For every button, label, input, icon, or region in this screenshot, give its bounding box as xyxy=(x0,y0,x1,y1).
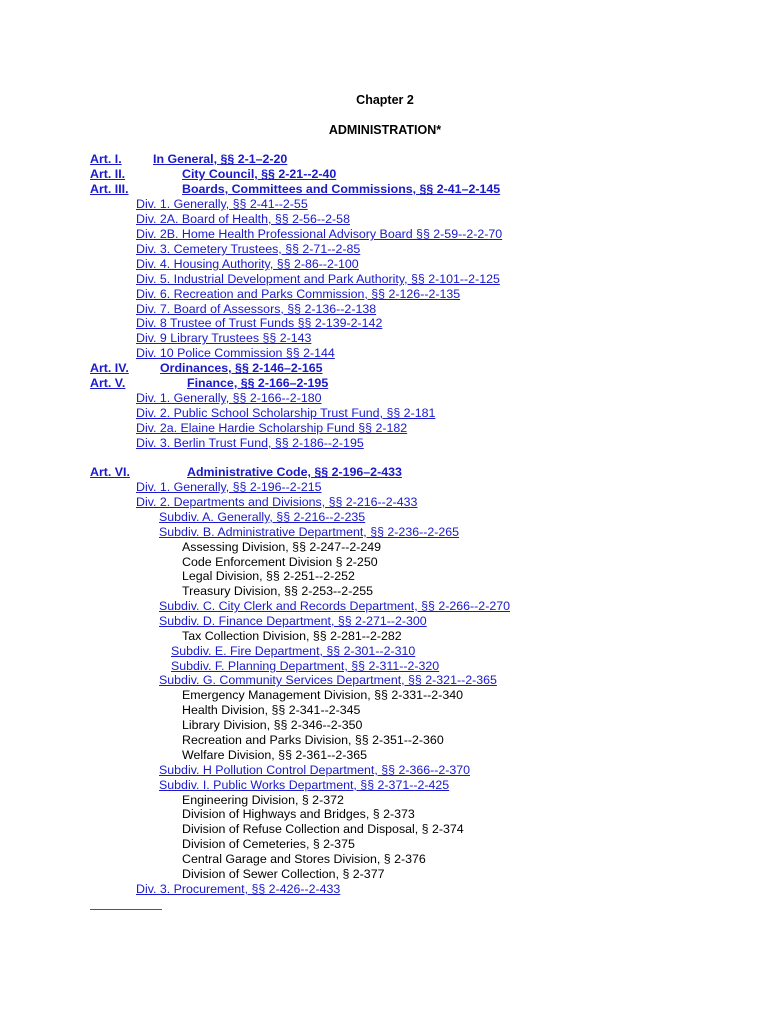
subdiv-b-division: Treasury Division, §§ 2-253--2-255 xyxy=(182,584,373,598)
art-5-div-link[interactable]: Div. 1. Generally, §§ 2-166--2-180 xyxy=(136,391,322,405)
subdiv-c-link[interactable]: Subdiv. C. City Clerk and Records Department, §§ 2-266--2-270 xyxy=(159,599,510,613)
art-3-div-link[interactable]: Div. 6. Recreation and Parks Commission, §§ 2-126--2-135 xyxy=(136,287,461,301)
art-5-div-link[interactable]: Div. 3. Berlin Trust Fund, §§ 2-186--2-195 xyxy=(136,436,364,450)
subdiv-g-division: Library Division, §§ 2-346--2-350 xyxy=(182,718,363,732)
art-2-label[interactable]: Art. II. xyxy=(90,167,126,181)
subdiv-g-division: Emergency Management Division, §§ 2-331--2-340 xyxy=(182,688,463,702)
art-3-div-link[interactable]: Div. 9 Library Trustees §§ 2-143 xyxy=(136,331,312,345)
subdiv-g-link[interactable]: Subdiv. G. Community Services Department, §§ 2-321--2-365 xyxy=(159,673,497,687)
art-2-title-link[interactable]: City Council, §§ 2-21--2-40 xyxy=(182,167,337,181)
art-5-label[interactable]: Art. V. xyxy=(90,376,126,390)
subdiv-i-division: Central Garage and Stores Division, § 2-376 xyxy=(182,852,426,866)
art-5-div-link[interactable]: Div. 2a. Elaine Hardie Scholarship Fund §§ 2-182 xyxy=(136,421,408,435)
subdiv-i-division: Division of Cemeteries, § 2-375 xyxy=(182,837,355,851)
art-6-label[interactable]: Art. VI. xyxy=(90,465,130,479)
art-3-div-link[interactable]: Div. 2B. Home Health Professional Advisory Board §§ 2-59--2-2-70 xyxy=(136,227,503,241)
art-3-div-link[interactable]: Div. 4. Housing Authority, §§ 2-86--2-100 xyxy=(136,257,359,271)
art-6-div-1-link[interactable]: Div. 1. Generally, §§ 2-196--2-215 xyxy=(136,480,322,494)
subdiv-g-division: Health Division, §§ 2-341--2-345 xyxy=(182,703,361,717)
art-6-div-2-link[interactable]: Div. 2. Departments and Divisions, §§ 2-216--2-433 xyxy=(136,495,418,509)
subdiv-i-link[interactable]: Subdiv. I. Public Works Department, §§ 2-371--2-425 xyxy=(159,778,450,792)
art-3-div-link[interactable]: Div. 8 Trustee of Trust Funds §§ 2-139-2-142 xyxy=(136,316,383,330)
art-3-div-link[interactable]: Div. 2A. Board of Health, §§ 2-56--2-58 xyxy=(136,212,350,226)
art-3-div-link[interactable]: Div. 5. Industrial Development and Park Authority, §§ 2-101--2-125 xyxy=(136,272,500,286)
art-6-div-3-link[interactable]: Div. 3. Procurement, §§ 2-426--2-433 xyxy=(136,882,341,896)
art-3-div-link[interactable]: Div. 10 Police Commission §§ 2-144 xyxy=(136,346,335,360)
chapter-heading: Chapter 2 xyxy=(356,93,414,107)
subdiv-i-division: Division of Sewer Collection, § 2-377 xyxy=(182,867,385,881)
subdiv-i-division: Division of Highways and Bridges, § 2-373 xyxy=(182,807,415,821)
subdiv-g-division: Recreation and Parks Division, §§ 2-351--2-360 xyxy=(182,733,444,747)
subdiv-b-division: Legal Division, §§ 2-251--2-252 xyxy=(182,569,355,583)
subdiv-h-link[interactable]: Subdiv. H Pollution Control Department, §§ 2-366--2-370 xyxy=(159,763,471,777)
subdiv-b-division: Assessing Division, §§ 2-247--2-249 xyxy=(182,540,382,554)
art-3-div-link[interactable]: Div. 7. Board of Assessors, §§ 2-136--2-138 xyxy=(136,302,377,316)
art-3-div-link[interactable]: Div. 3. Cemetery Trustees, §§ 2-71--2-85 xyxy=(136,242,361,256)
subdiv-i-division: Division of Refuse Collection and Disposal, § 2-374 xyxy=(182,822,464,836)
art-1-title-link[interactable]: In General, §§ 2-1–2-20 xyxy=(153,152,288,166)
art-3-label[interactable]: Art. III. xyxy=(90,182,129,196)
page-title: ADMINISTRATION* xyxy=(328,123,442,137)
subdiv-b-link[interactable]: Subdiv. B. Administrative Department, §§ 2-236--2-265 xyxy=(159,525,460,539)
subdiv-i-division: Engineering Division, § 2-372 xyxy=(182,793,344,807)
subdiv-f-link[interactable]: Subdiv. F. Planning Department, §§ 2-311--2-320 xyxy=(171,659,440,673)
subdiv-g-division: Welfare Division, §§ 2-361--2-365 xyxy=(182,748,368,762)
subdiv-e-link[interactable]: Subdiv. E. Fire Department, §§ 2-301--2-310 xyxy=(171,644,416,658)
art-5-div-link[interactable]: Div. 2. Public School Scholarship Trust Fund, §§ 2-181 xyxy=(136,406,436,420)
art-4-title-link[interactable]: Ordinances, §§ 2-146–2-165 xyxy=(160,361,323,375)
subdiv-a-link[interactable]: Subdiv. A. Generally, §§ 2-216--2-235 xyxy=(159,510,366,524)
art-5-title-link[interactable]: Finance, §§ 2-166–2-195 xyxy=(187,376,329,390)
subdiv-b-division: Code Enforcement Division § 2-250 xyxy=(182,555,378,569)
subdiv-d-division: Tax Collection Division, §§ 2-281--2-282 xyxy=(182,629,402,643)
art-3-title-link[interactable]: Boards, Committees and Commissions, §§ 2-41–2-145 xyxy=(182,182,501,196)
art-3-div-link[interactable]: Div. 1. Generally, §§ 2-41--2-55 xyxy=(136,197,308,211)
footnote-separator xyxy=(90,909,162,910)
art-1-label[interactable]: Art. I. xyxy=(90,152,122,166)
subdiv-d-link[interactable]: Subdiv. D. Finance Department, §§ 2-271--2-300 xyxy=(159,614,427,628)
art-6-title-link[interactable]: Administrative Code, §§ 2-196–2-433 xyxy=(187,465,402,479)
art-4-label[interactable]: Art. IV. xyxy=(90,361,129,375)
